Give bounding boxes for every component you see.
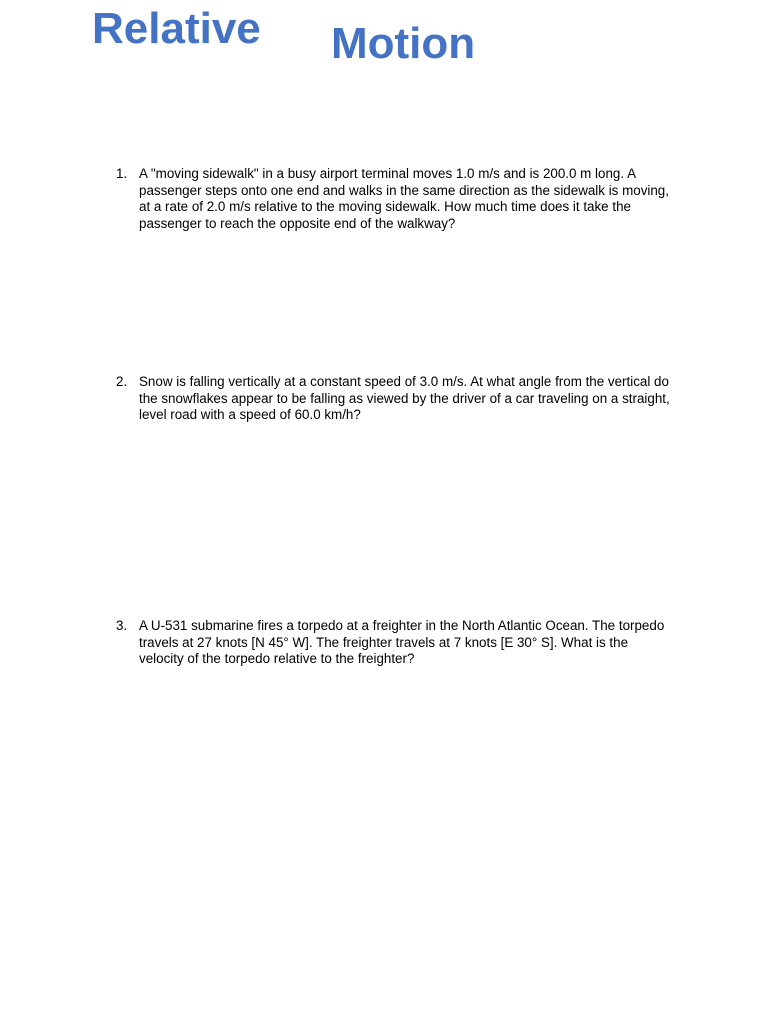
title-word-relative: Relative bbox=[92, 4, 261, 53]
question-text: Snow is falling vertically at a constant speed of 3.0 m/s. At what angle from the vertical do the snowflakes appear to be falling as viewed by the driver of a car traveling on a straight, level road with a speed of 60.0 km/h? bbox=[139, 374, 670, 423]
question-text: A "moving sidewalk" in a busy airport terminal moves 1.0 m/s and is 200.0 m long. A passenger steps onto one end and walks in the same direction as the sidewalk is moving, at a rate of 2.0 m/s relative to the moving sidewalk. How much time does it take the passenger to reach the opposite end of the walkway? bbox=[139, 166, 669, 231]
question-item bbox=[116, 166, 676, 232]
question-number: 1. bbox=[116, 166, 128, 181]
title-word-motion: Motion bbox=[331, 19, 476, 68]
question-item bbox=[116, 374, 676, 424]
question-number: 2. bbox=[116, 374, 128, 389]
question-number: 3. bbox=[116, 618, 128, 633]
question-text: A U-531 submarine fires a torpedo at a freighter in the North Atlantic Ocean. The torpedo travels at 27 knots [N 45° W]. The freighter travels at 7 knots [E 30° S]. What is the velocity of the torpedo relative to the freighter? bbox=[139, 618, 665, 667]
question-item bbox=[116, 618, 676, 668]
